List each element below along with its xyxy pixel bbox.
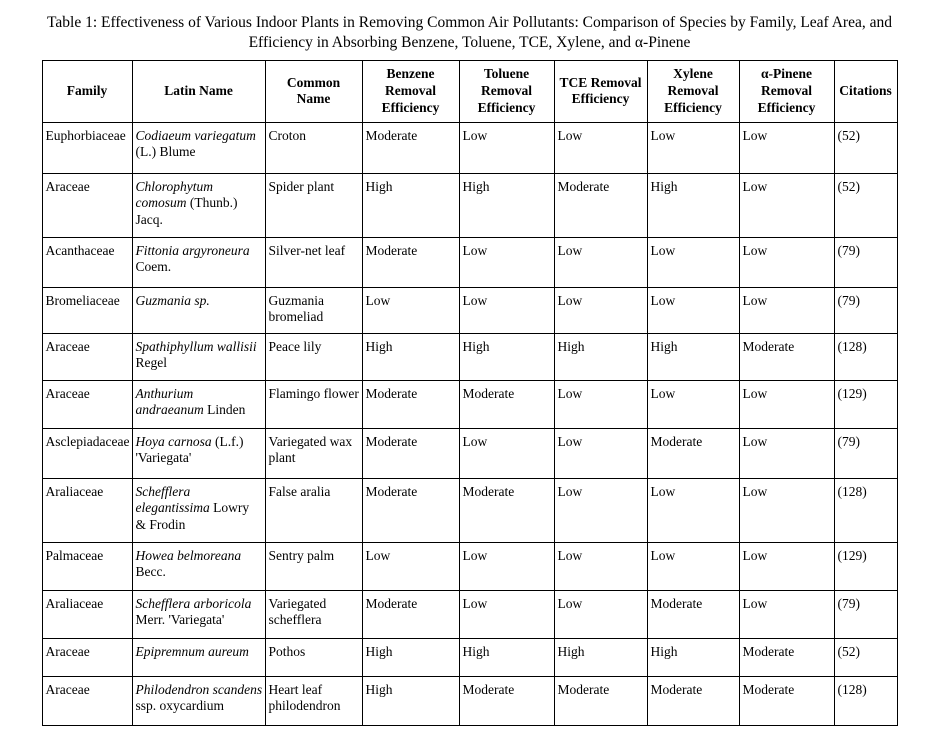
- xylene-cell: Moderate: [647, 428, 739, 478]
- latin-name-cell: [132, 287, 265, 333]
- xylene-cell: Low: [647, 287, 739, 333]
- latin-name-cell: [132, 428, 265, 478]
- benzene-cell: Moderate: [362, 122, 459, 173]
- family-cell: Euphorbiaceae: [42, 122, 132, 173]
- citations-cell: (79): [834, 428, 897, 478]
- xylene-cell: Low: [647, 542, 739, 590]
- latin-species: Hoya carnosa: [135, 433, 212, 449]
- latin-species: Codiaeum variegatum: [135, 127, 256, 143]
- family-cell: Araceae: [42, 333, 132, 380]
- table-row: [42, 380, 897, 428]
- tce-cell: Low: [554, 237, 647, 287]
- family-cell: Acanthaceae: [42, 237, 132, 287]
- common-name-cell: Peace lily: [265, 333, 362, 380]
- tce-cell: High: [554, 638, 647, 676]
- latin-author: Becc.: [135, 564, 166, 580]
- latin-species: Schefflera arboricola: [135, 595, 252, 611]
- column-header-benzene: Benzene Removal Efficiency: [362, 60, 459, 122]
- tce-cell: High: [554, 333, 647, 380]
- citations-cell: (52): [834, 638, 897, 676]
- xylene-cell: Low: [647, 122, 739, 173]
- common-name-cell: Heart leaf philodendron: [265, 676, 362, 725]
- apinene-cell: Moderate: [739, 676, 834, 725]
- tce-cell: Low: [554, 542, 647, 590]
- latin-author: (Thunb.) Jacq.: [135, 195, 238, 227]
- family-cell: Araceae: [42, 676, 132, 725]
- common-name-cell: Variegated schefflera: [265, 590, 362, 638]
- common-name-cell: Guzmania bromeliad: [265, 287, 362, 333]
- benzene-cell: High: [362, 676, 459, 725]
- apinene-cell: Low: [739, 380, 834, 428]
- latin-species: Epipremnum aureum: [135, 643, 249, 659]
- latin-species: Anthurium andraeanum: [135, 385, 204, 418]
- table-title: [40, 0, 899, 54]
- latin-author: (L.) Blume: [135, 144, 196, 160]
- family-cell: Bromeliaceae: [42, 287, 132, 333]
- toluene-cell: Low: [459, 542, 554, 590]
- header-row: [42, 60, 897, 122]
- citations-cell: (128): [834, 333, 897, 380]
- common-name-cell: Silver-net leaf: [265, 237, 362, 287]
- family-cell: Araliaceae: [42, 478, 132, 542]
- xylene-cell: High: [647, 638, 739, 676]
- table-title-line-2: Efficiency in Absorbing Benzene, Toluene, TCE, Xylene, and α-Pinene: [248, 34, 691, 52]
- toluene-cell: Moderate: [459, 380, 554, 428]
- latin-species: Spathiphyllum wallisii: [135, 338, 257, 354]
- latin-author: Linden: [203, 402, 246, 418]
- latin-name-cell: [132, 638, 265, 676]
- citations-cell: (128): [834, 676, 897, 725]
- plants-pollutant-table: [42, 60, 898, 726]
- xylene-cell: Low: [647, 478, 739, 542]
- toluene-cell: Low: [459, 428, 554, 478]
- latin-name-cell: [132, 590, 265, 638]
- benzene-cell: High: [362, 173, 459, 237]
- latin-author: Coem.: [135, 259, 172, 275]
- latin-author: Lowry & Frodin: [135, 500, 250, 532]
- xylene-cell: Moderate: [647, 676, 739, 725]
- benzene-cell: Moderate: [362, 590, 459, 638]
- latin-name-cell: [132, 333, 265, 380]
- apinene-cell: Low: [739, 478, 834, 542]
- benzene-cell: Moderate: [362, 428, 459, 478]
- common-name-cell: Flamingo flower: [265, 380, 362, 428]
- latin-name-cell: [132, 676, 265, 725]
- citations-cell: (128): [834, 478, 897, 542]
- citations-cell: (79): [834, 237, 897, 287]
- common-name-cell: Variegated wax plant: [265, 428, 362, 478]
- table-row: [42, 122, 897, 173]
- common-name-cell: Croton: [265, 122, 362, 173]
- table-row: [42, 237, 897, 287]
- citations-cell: (79): [834, 590, 897, 638]
- common-name-cell: Pothos: [265, 638, 362, 676]
- table-row: [42, 428, 897, 478]
- table-row: [42, 478, 897, 542]
- xylene-cell: High: [647, 173, 739, 237]
- tce-cell: Low: [554, 380, 647, 428]
- toluene-cell: Moderate: [459, 478, 554, 542]
- tce-cell: Moderate: [554, 676, 647, 725]
- toluene-cell: High: [459, 333, 554, 380]
- apinene-cell: Low: [739, 173, 834, 237]
- family-cell: Araceae: [42, 380, 132, 428]
- apinene-cell: Low: [739, 590, 834, 638]
- tce-cell: Moderate: [554, 173, 647, 237]
- table-row: [42, 638, 897, 676]
- family-cell: Araliaceae: [42, 590, 132, 638]
- common-name-cell: Spider plant: [265, 173, 362, 237]
- table-row: [42, 542, 897, 590]
- toluene-cell: Moderate: [459, 676, 554, 725]
- tce-cell: Low: [554, 590, 647, 638]
- tce-cell: Low: [554, 287, 647, 333]
- apinene-cell: Moderate: [739, 638, 834, 676]
- benzene-cell: Low: [362, 542, 459, 590]
- latin-species: Guzmania sp.: [135, 292, 210, 308]
- toluene-cell: High: [459, 173, 554, 237]
- column-header-common-name: Common Name: [265, 60, 362, 122]
- toluene-cell: High: [459, 638, 554, 676]
- citations-cell: (79): [834, 287, 897, 333]
- toluene-cell: Low: [459, 122, 554, 173]
- citations-cell: (129): [834, 542, 897, 590]
- apinene-cell: Low: [739, 237, 834, 287]
- latin-name-cell: [132, 380, 265, 428]
- column-header-tce: TCE Removal Efficiency: [554, 60, 647, 122]
- table-title-line-1: Table 1: Effectiveness of Various Indoor Plants in Removing Common Air Pollutants: Comparison of Species by Family, Leaf Area, and: [47, 14, 892, 31]
- column-header-family: Family: [42, 60, 132, 122]
- citations-cell: (52): [834, 122, 897, 173]
- benzene-cell: Moderate: [362, 380, 459, 428]
- column-header-latin-name: Latin Name: [132, 60, 265, 122]
- latin-author: ssp. oxycardium: [135, 698, 224, 714]
- table-row: [42, 287, 897, 333]
- apinene-cell: Moderate: [739, 333, 834, 380]
- toluene-cell: Low: [459, 590, 554, 638]
- family-cell: Asclepiadaceae: [42, 428, 132, 478]
- toluene-cell: Low: [459, 237, 554, 287]
- latin-name-cell: [132, 542, 265, 590]
- latin-name-cell: [132, 478, 265, 542]
- toluene-cell: Low: [459, 287, 554, 333]
- column-header-xylene: Xylene Removal Efficiency: [647, 60, 739, 122]
- column-header-apinene: α-Pinene Removal Efficiency: [739, 60, 834, 122]
- latin-author: Merr. 'Variegata': [135, 612, 225, 628]
- xylene-cell: High: [647, 333, 739, 380]
- latin-species: Howea belmoreana: [135, 547, 242, 563]
- common-name-cell: Sentry palm: [265, 542, 362, 590]
- latin-species: Schefflera elegantissima: [135, 483, 210, 516]
- family-cell: Araceae: [42, 173, 132, 237]
- latin-species: Philodendron scandens: [135, 681, 263, 697]
- latin-author: (L.f.) 'Variegata': [135, 433, 244, 466]
- latin-author: Regel: [135, 355, 167, 371]
- common-name-cell: False aralia: [265, 478, 362, 542]
- tce-cell: Low: [554, 478, 647, 542]
- latin-name-cell: [132, 237, 265, 287]
- apinene-cell: Low: [739, 287, 834, 333]
- table-row: [42, 333, 897, 380]
- tce-cell: Low: [554, 122, 647, 173]
- latin-species: Chlorophytum comosum: [135, 178, 213, 211]
- xylene-cell: Low: [647, 237, 739, 287]
- benzene-cell: Low: [362, 287, 459, 333]
- apinene-cell: Low: [739, 428, 834, 478]
- column-header-citations: Citations: [834, 60, 897, 122]
- apinene-cell: Low: [739, 542, 834, 590]
- family-cell: Araceae: [42, 638, 132, 676]
- tce-cell: Low: [554, 428, 647, 478]
- xylene-cell: Low: [647, 380, 739, 428]
- table-row: [42, 676, 897, 725]
- citations-cell: (52): [834, 173, 897, 237]
- table-row: [42, 173, 897, 237]
- benzene-cell: High: [362, 638, 459, 676]
- xylene-cell: Moderate: [647, 590, 739, 638]
- latin-name-cell: [132, 173, 265, 237]
- family-cell: Palmaceae: [42, 542, 132, 590]
- column-header-toluene: Toluene Removal Efficiency: [459, 60, 554, 122]
- benzene-cell: Moderate: [362, 237, 459, 287]
- benzene-cell: Moderate: [362, 478, 459, 542]
- benzene-cell: High: [362, 333, 459, 380]
- latin-species: Fittonia argyroneura: [135, 242, 250, 258]
- table-row: [42, 590, 897, 638]
- citations-cell: (129): [834, 380, 897, 428]
- apinene-cell: Low: [739, 122, 834, 173]
- latin-name-cell: [132, 122, 265, 173]
